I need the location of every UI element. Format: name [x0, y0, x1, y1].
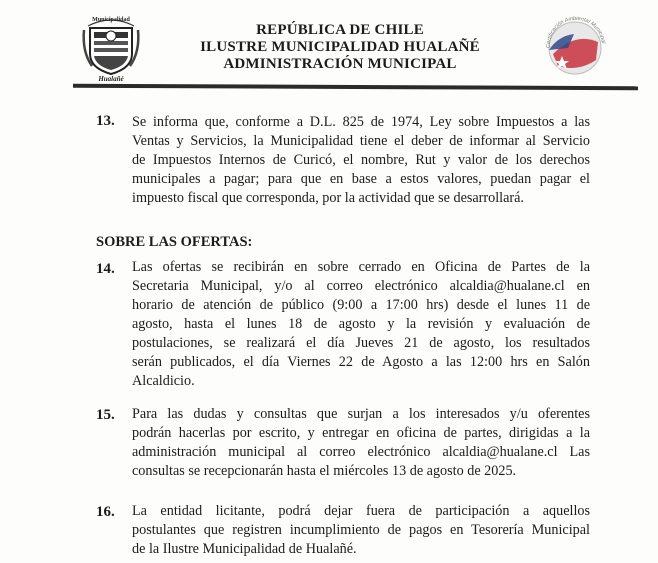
- text-line: consultas se recepcionarán hasta el miércoles 13 de agosto de 2025.: [132, 463, 517, 479]
- clause-number: 16.: [96, 504, 115, 520]
- seal-top-text: Municipalidad: [92, 17, 130, 23]
- text-line: Se informa que, conforme a D.L. 825 de 1974, Ley sobre Impuestos a las: [132, 114, 590, 130]
- clause-text: [132, 502, 590, 559]
- document-heading: [150, 22, 530, 73]
- heading-municipality: ILUSTRE MUNICIPALIDAD HUALAÑÉ: [200, 39, 480, 55]
- text-line: podrán hacerlas por escrito, y entregar en oficina de partes, dirigidas a la: [132, 425, 590, 441]
- heading-administration: ADMINISTRACIÓN MUNICIPAL: [223, 56, 457, 72]
- text-line: Secretaria Municipal, y/o al correo electrónico alcaldia@hualane.cl en: [132, 278, 590, 294]
- municipal-coat-of-arms-logo: [80, 10, 142, 82]
- text-line: Para las dudas y consultas que surjan a los interesados y/u oferentes: [132, 406, 590, 422]
- clause-number: 15.: [96, 407, 115, 423]
- text-line: serán publicados, el día Viernes 22 de Agosto a las 12:00 hrs en Salón: [132, 354, 590, 370]
- text-line: horario de atención de público (9:00 a 17:00 hrs) desde el lunes 11 de: [132, 297, 590, 313]
- heading-republic: REPÚBLICA DE CHILE: [256, 22, 424, 38]
- clause-number: 13.: [96, 113, 115, 129]
- clause-text: [132, 113, 590, 208]
- seal-bottom-text: Hualañé: [98, 75, 124, 82]
- text-line: postulantes que registren incumplimiento de pagos en Tesorería Municipal: [132, 522, 590, 538]
- text-line: impuesto fiscal que corresponda, por la actividad que se desarrollará.: [132, 190, 524, 206]
- text-line: municipales a pagar; para que en base a estos valores, puedan pagar el: [132, 171, 590, 187]
- environmental-certification-logo: [538, 14, 612, 76]
- text-line: Alcaldicio.: [132, 373, 195, 389]
- text-line: agosto, hasta el lunes 18 de agosto y la revisión y evaluación de: [132, 316, 590, 332]
- text-line: Las ofertas se recibirán en sobre cerrado en Oficina de Partes de la: [132, 259, 590, 275]
- text-line: postulaciones, se realizará el día Jueves 21 de agosto, los resultados: [132, 335, 590, 351]
- text-line: Ventas y Servicios, la Municipalidad tiene el deber de informar al Servicio: [132, 133, 590, 149]
- text-line: de Impuestos Internos de Curicó, el nombre, Rut y valor de los derechos: [132, 152, 590, 168]
- clause-text: [132, 258, 590, 391]
- text-line: administración municipal al correo electrónico alcaldia@hualane.cl Las: [132, 444, 590, 460]
- text-line: de la Ilustre Municipalidad de Hualañé.: [132, 541, 357, 557]
- text-line: La entidad licitante, podrá dejar fuera de participación a aquellos: [132, 503, 590, 519]
- clause-text: [132, 405, 590, 481]
- certification-seal-text: Certificación Ambiental Municipal: [545, 15, 606, 49]
- document-header: [0, 0, 658, 100]
- clause-number: 14.: [96, 261, 115, 277]
- section-title-offers: SOBRE LAS OFERTAS:: [96, 234, 253, 250]
- header-divider: [73, 84, 638, 90]
